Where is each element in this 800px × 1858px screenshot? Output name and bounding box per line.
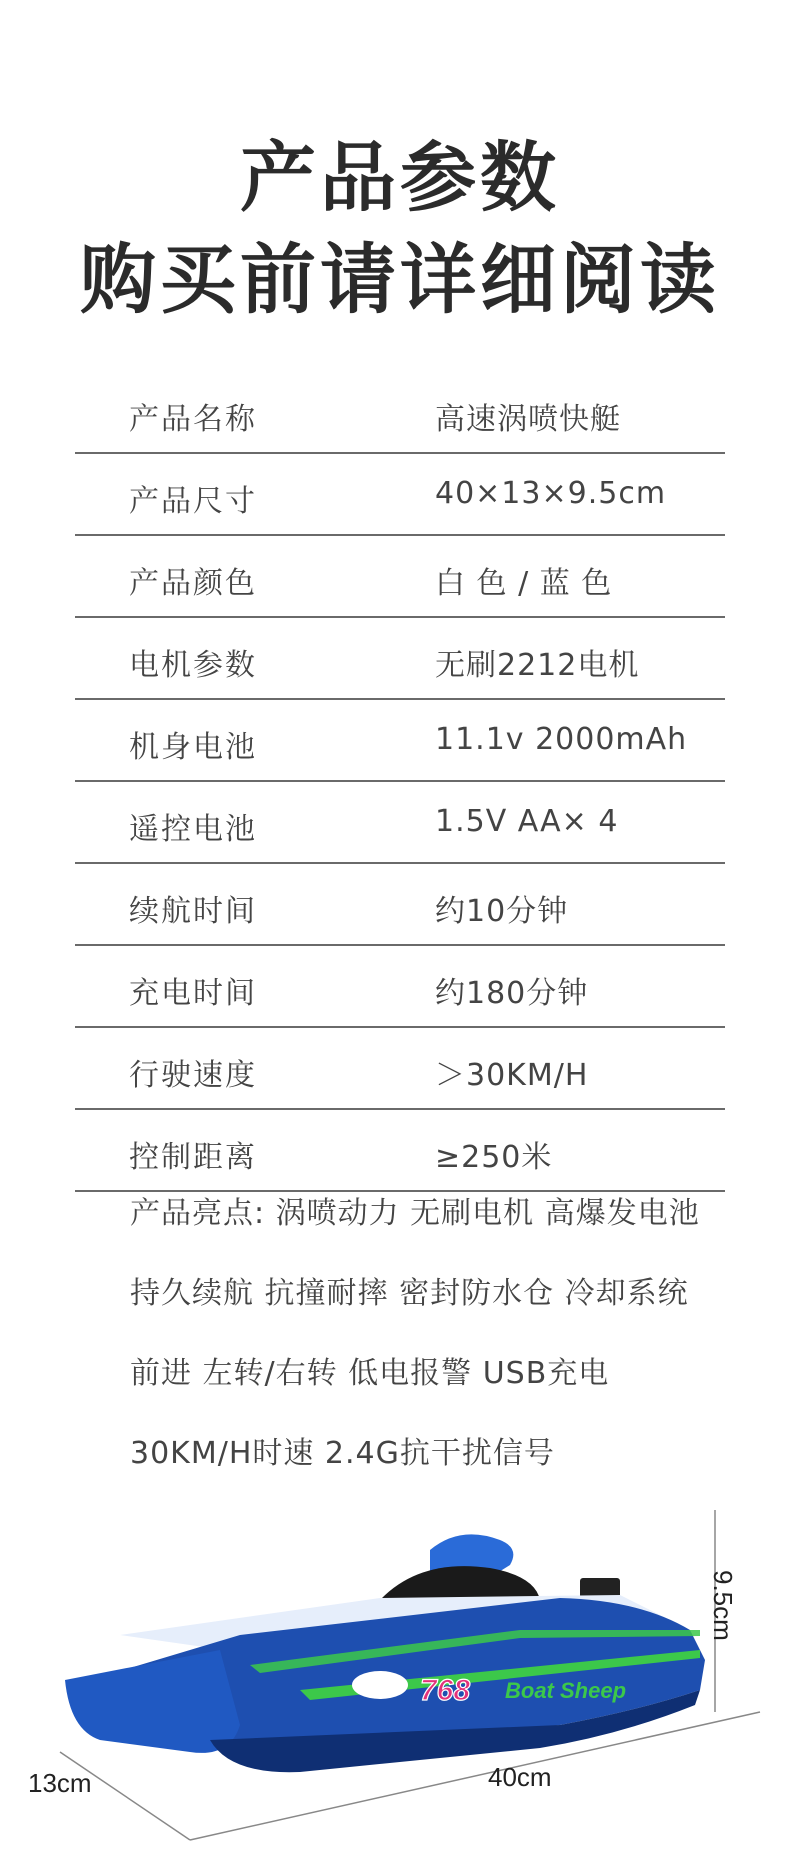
boat-hull-number: 768 — [420, 1674, 471, 1707]
boat-logo — [352, 1671, 408, 1699]
spec-value: 11.1v 2000mAh — [435, 722, 688, 757]
spec-label: 控制距离 — [129, 1140, 257, 1175]
spec-table — [75, 372, 725, 1192]
spec-value: 1.5V AA× 4 — [435, 804, 619, 839]
dimension-width: 13cm — [28, 1768, 92, 1798]
spec-row-body-battery — [75, 700, 725, 782]
spec-row-color — [75, 536, 725, 618]
spec-row-size — [75, 454, 725, 536]
spec-label: 遥控电池 — [129, 812, 257, 847]
spec-value: 高速涡喷快艇 — [435, 402, 621, 437]
dimension-height: 9.5cm — [708, 1570, 738, 1641]
highlights-line: 前进 左转/右转 低电报警 USB充电 — [130, 1356, 610, 1391]
spec-label: 机身电池 — [129, 730, 257, 765]
spec-row-speed — [75, 1028, 725, 1110]
boat-pontoon — [65, 1650, 240, 1753]
spec-row-charge-time — [75, 946, 725, 1028]
highlights-line: 产品亮点: 涡喷动力 无刷电机 高爆发电池 — [130, 1196, 700, 1231]
page-title: 产品参数 — [240, 133, 560, 222]
spec-label: 行驶速度 — [129, 1058, 257, 1093]
spec-value: ＞30KM/H — [435, 1058, 589, 1093]
spec-label: 电机参数 — [129, 648, 257, 683]
boat-cockpit — [380, 1566, 540, 1600]
spec-value: 40×13×9.5cm — [435, 476, 667, 511]
spec-label: 续航时间 — [129, 894, 257, 929]
page-subtitle: 购买前请详细阅读 — [80, 235, 720, 324]
spec-row-runtime — [75, 864, 725, 946]
dimension-length: 40cm — [488, 1762, 552, 1792]
spec-label: 产品尺寸 — [129, 484, 257, 519]
spec-row-range — [75, 1110, 725, 1192]
spec-value: 无刷2212电机 — [435, 648, 640, 683]
spec-value: ≥250米 — [435, 1140, 553, 1175]
spec-label: 充电时间 — [129, 976, 257, 1011]
spec-row-remote-battery — [75, 782, 725, 864]
spec-label: 产品名称 — [129, 402, 257, 437]
spec-value: 白 色 / 蓝 色 — [435, 566, 613, 601]
highlights-line: 持久续航 抗撞耐摔 密封防水仓 冷却系统 — [130, 1276, 689, 1311]
spec-row-name — [75, 372, 725, 454]
boat-engine — [580, 1578, 620, 1598]
spec-label: 产品颜色 — [129, 566, 257, 601]
spec-value: 约180分钟 — [435, 976, 589, 1011]
spec-value: 约10分钟 — [435, 894, 569, 929]
boat-product-image — [0, 1490, 800, 1850]
spec-row-motor — [75, 618, 725, 700]
boat-brand-text: Boat Sheep — [505, 1678, 627, 1703]
highlights-line: 30KM/H时速 2.4G抗干扰信号 — [130, 1436, 555, 1471]
